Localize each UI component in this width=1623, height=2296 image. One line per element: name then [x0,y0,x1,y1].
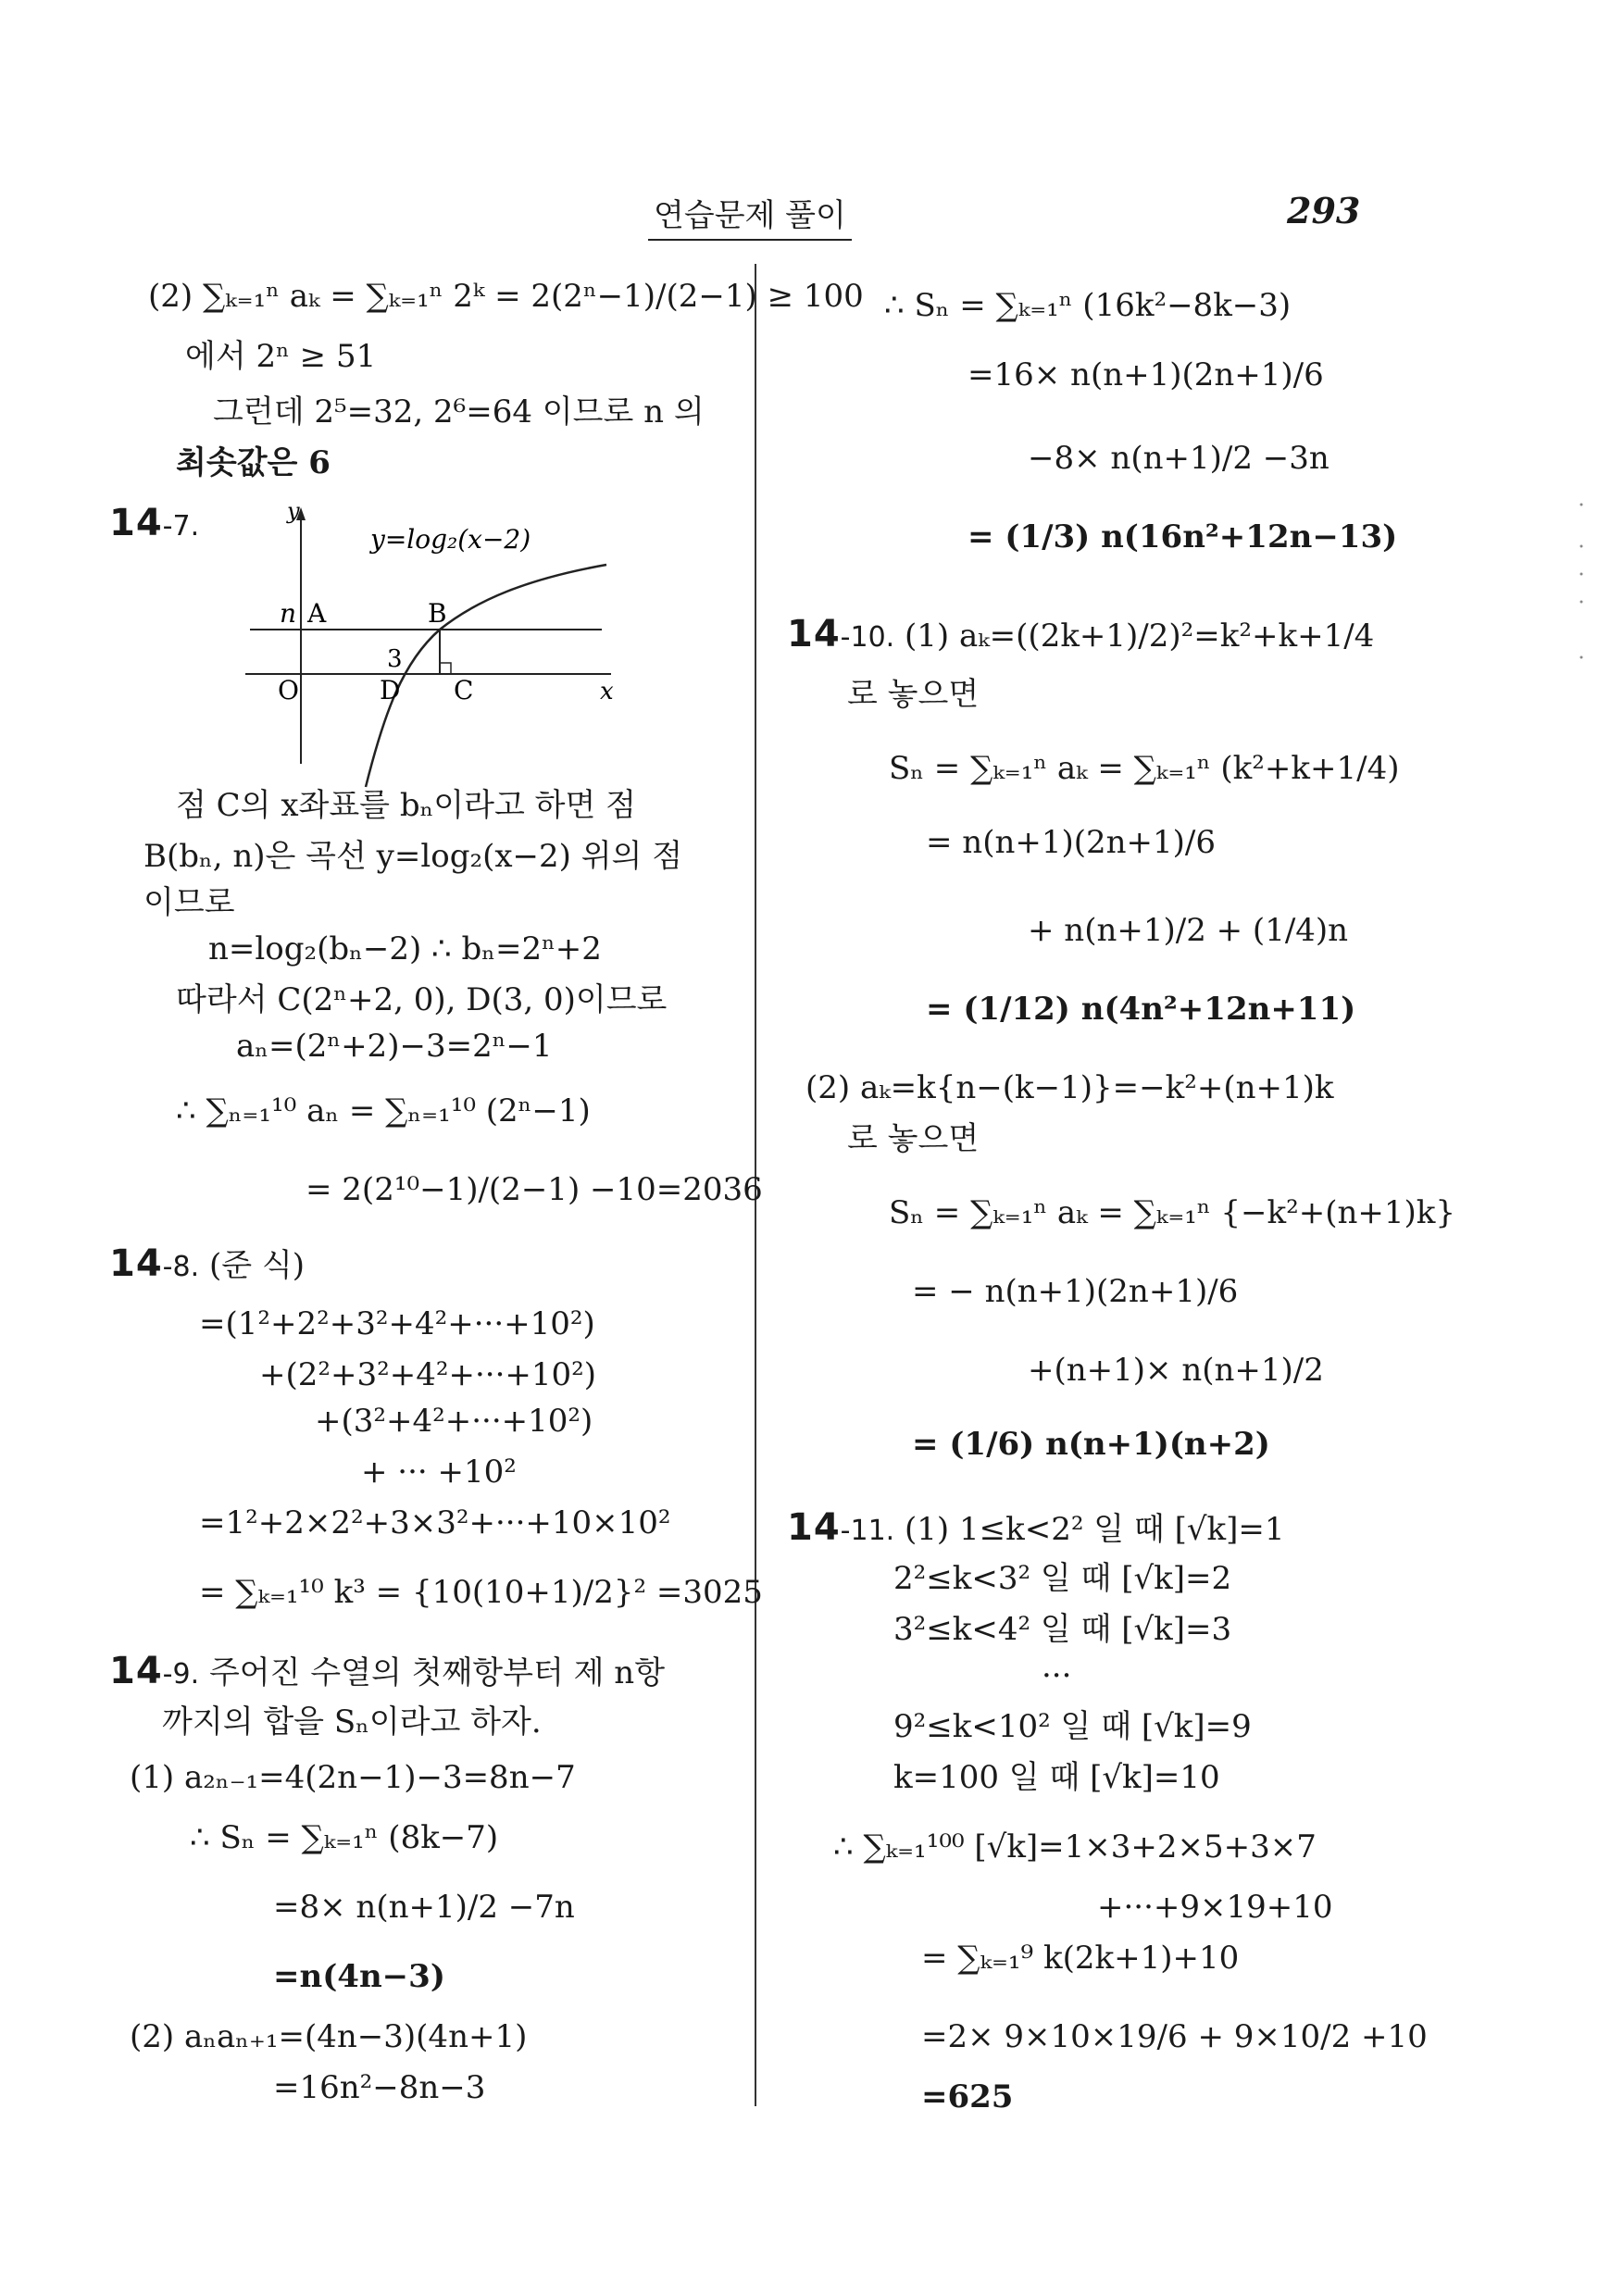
problem-text: (1) aₖ=((2k+1)/2)²=k²+k+1/4 [905,618,1375,655]
text-line: +···+9×19+10 [1097,1889,1333,1926]
scan-artifact-dots [1579,500,1584,685]
text-line: ∴ Sₙ = ∑ₖ₌₁ⁿ (8k−7) [190,1819,499,1856]
text-line: =16× n(n+1)(2n+1)/6 [968,356,1324,393]
text-line: 최솟값은 6 [176,444,331,481]
point-3-label: 3 [387,645,403,673]
text-line: =2× 9×10×19/6 + 9×10/2 +10 [921,2018,1428,2055]
text-line: +(n+1)× n(n+1)/2 [1028,1352,1324,1389]
text-line: =16n²−8n−3 [273,2069,486,2106]
text-line: + n(n+1)/2 + (1/4)n [1028,912,1349,949]
problem-text: (1) 1≤k<2² 일 때 [√k]=1 [905,1511,1285,1548]
text-line: ∴ Sₙ = ∑ₖ₌₁ⁿ (16k²−8k−3) [884,287,1292,324]
text-line: = (1/12) n(4n²+12n+11) [926,991,1356,1028]
point-d-label: D [380,675,401,705]
text-line: 3²≤k<4² 일 때 [√k]=3 [893,1611,1232,1648]
text-line: 9²≤k<10² 일 때 [√k]=9 [893,1708,1252,1745]
curve-label: y=log₂(x−2) [370,524,531,555]
text-line: ∴ ∑ₖ₌₁¹⁰⁰ [√k]=1×3+2×5+3×7 [833,1828,1317,1866]
text-line: = (1/6) n(n+1)(n+2) [912,1426,1270,1463]
right-angle-mark [440,663,451,674]
problem-text: 주어진 수열의 첫째항부터 제 n항 [208,1654,666,1691]
text-line: =625 [921,2078,1014,2115]
page-header-title: 연습문제 풀이 [648,190,852,241]
problem-label [787,613,1375,656]
problem-number: 14 [109,502,163,544]
text-line: 이므로 [144,884,235,921]
problem-label [109,502,200,545]
problem-suffix: -11. [840,1515,895,1547]
problem-label [787,1506,1285,1550]
text-line: aₙ=(2ⁿ+2)−3=2ⁿ−1 [236,1028,553,1065]
text-line: +(3²+4²+···+10²) [315,1403,593,1440]
origin-label: O [278,675,299,705]
text-line: Sₙ = ∑ₖ₌₁ⁿ aₖ = ∑ₖ₌₁ⁿ {−k²+(n+1)k} [889,1194,1456,1231]
problem-number: 14 [109,1650,163,1692]
point-a-label: A [307,598,327,629]
text-line: ··· [1042,1657,1072,1694]
page-number: 293 [1287,190,1361,231]
text-line: = n(n+1)(2n+1)/6 [926,824,1217,861]
text-line: Sₙ = ∑ₖ₌₁ⁿ aₖ = ∑ₖ₌₁ⁿ (k²+k+1/4) [889,750,1400,787]
log-curve [366,565,606,787]
text-line: =8× n(n+1)/2 −7n [273,1889,575,1926]
text-line: = ∑ₖ₌₁⁹ k(2k+1)+10 [921,1940,1240,1977]
text-line: ∴ ∑ₙ₌₁¹⁰ aₙ = ∑ₙ₌₁¹⁰ (2ⁿ−1) [176,1092,591,1129]
text-line: = ∑ₖ₌₁¹⁰ k³ = {10(10+1)/2}² =3025 [199,1574,763,1611]
text-line: (2) aₙaₙ₊₁=(4n−3)(4n+1) [130,2018,528,2055]
problem-suffix: -7. [162,510,200,543]
text-line: 에서 2ⁿ ≥ 51 [185,338,377,375]
text-line: 까지의 합을 Sₙ이라고 하자. [162,1703,542,1741]
text-line: k=100 일 때 [√k]=10 [893,1759,1220,1796]
text-line: 따라서 C(2ⁿ+2, 0), D(3, 0)이므로 [176,981,668,1018]
point-b-label: B [428,598,447,629]
text-line: =1²+2×2²+3×3²+···+10×10² [199,1504,671,1541]
x-axis-label: x [600,678,614,705]
problem-suffix: -10. [840,621,895,654]
y-axis-label: y [287,500,300,524]
text-line: n=log₂(bₙ−2) ∴ bₙ=2ⁿ+2 [208,930,602,967]
text-line: 로 놓으면 [847,676,980,713]
text-line: (2) ∑ₖ₌₁ⁿ aₖ = ∑ₖ₌₁ⁿ 2ᵏ = 2(2ⁿ−1)/(2−1) ≥ 100 [148,278,864,315]
text-line: 점 C의 x좌표를 bₙ이라고 하면 점 [176,787,636,824]
text-line: B(bₙ, n)은 곡선 y=log₂(x−2) 위의 점 [144,838,683,875]
text-line: =n(4n−3) [273,1958,445,1995]
problem-suffix: -8. [162,1251,200,1283]
point-c-label: C [454,675,474,705]
text-line: = (1/3) n(16n²+12n−13) [968,518,1398,555]
text-line: +(2²+3²+4²+···+10²) [259,1356,597,1393]
text-line: 로 놓으면 [847,1120,980,1157]
log-graph [231,500,620,796]
text-line: = 2(2¹⁰−1)/(2−1) −10=2036 [306,1171,763,1208]
problem-number: 14 [787,613,841,655]
problem-label [109,1650,666,1693]
text-line: 그런데 2⁵=32, 2⁶=64 이므로 n 의 [213,393,705,430]
problem-suffix: -9. [162,1658,200,1691]
problem-label [109,1242,305,1286]
point-n-label: n [280,598,297,629]
text-line: = − n(n+1)(2n+1)/6 [912,1273,1239,1310]
problem-text: (준 식) [208,1247,305,1284]
text-line: −8× n(n+1)/2 −3n [1028,440,1330,477]
text-line: + ··· +10² [361,1454,517,1491]
problem-number: 14 [787,1506,841,1549]
text-line: (2) aₖ=k{n−(k−1)}=−k²+(n+1)k [805,1069,1334,1106]
text-line: =(1²+2²+3²+4²+···+10²) [199,1305,595,1342]
text-line: (1) a₂ₙ₋₁=4(2n−1)−3=8n−7 [130,1759,576,1796]
text-line: 2²≤k<3² 일 때 [√k]=2 [893,1560,1232,1597]
problem-number: 14 [109,1242,163,1285]
